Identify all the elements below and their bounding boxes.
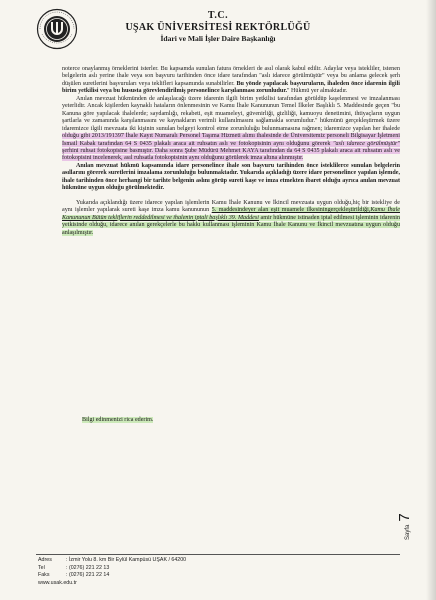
footer-divider — [36, 554, 400, 555]
highlight-pink: olduğu gibi 2013/191397 İhale Kayıt Numaralı Personel Taşıma Hizmeti alımı ihalesinde de Üniversitemiz personeli Bilgisayar İşletmeni İsmail Kabak tarafından 64 S 0435 plakalı araca ait ruhsatın aslı ve fotokopisinin aynı olduğunu görerek "aslı idarece görülmüştür" şerhini ruhsat fotokopisine basmıştır. Daha sonra Şube Müdürü Mehmet KAYA tarafından da 64 S 0435 plakalı araca ait ruhsatın aslı ve fotokopisini incelenerek, asıl ruhsatla fotokopisinin aynı olduğunu görülerek imza altına alınmıştır. — [62, 133, 400, 162]
highlight-green: 5. maddesindeyer alan eşit muamele ilkesiningerçekleştirildiği,Kamu İhale Kanununun Bütün tekliflerin reddedilmesi ve ihalenin iptali başlıklı 39. Maddesi amir hükmüne istinaden iptal edilmesi işleminin idarenin yetkisinde olduğu, idarece anılan gerekçelerle bu hakkı kullanması işleminin Kamu İhale Kanunu ve İkincil mevzuatına uygun olduğu anlaşılmıştır. — [62, 207, 400, 236]
department-heading: İdari ve Mali İşler Daire Başkanlığı — [160, 34, 276, 43]
fax-value: : (0276) 221 22 14 — [66, 572, 110, 579]
letterhead — [0, 10, 436, 44]
tel-value: : (0276) 221 22 13 — [66, 564, 110, 571]
page-number: Sayfa7 — [396, 513, 413, 540]
scan-edge-shadow — [426, 0, 436, 600]
paragraph-1: noterce onaylanmış örneklerini isterler. Bu kapsamda sunulan fatura örnekleri de asıl olarak kabul edilir. Adaylar veya istekliler, istenen belgelerin aslı yerine ihale veya son başvuru tarihinden önce idare tarafından "aslı idarece görülmüştür" veya bu anlama gelecek şerh düşülen suretlerini başvuruları veya teklifleri kapsamında sunabilirler. Bu yönde yapılacak başvuruların, ihaleden önce idarenin ilgili birim yetkilisi veya bu hususta görevlendirilmiş personelince karşılanması zorunludur." Hükmü yer almaktadır. — [62, 66, 400, 95]
university-heading: UŞAK ÜNİVERSİTESİ REKTÖRLÜĞÜ — [125, 22, 311, 33]
paragraph-2: Anılan mevzuat hükmünden de anlaşılacağı üzere idarenin ilgili birim yetkilisi tarafından görüldüp kaşelenmesi ve imzalanması yeterlidir. Ancak kişilerden kaynaklı hataların önlenmesinin ve Kamu İhale Kanununun Temel İlkeler Başlıklı 5. Maddesinde geçen "bu Kanuna göre yapılacak ihalelerde; saydamlığı, rekabeti, eşit muameleyi, güvenirliği, gizliliği, kamuoyu denetimini, ihtiyaçların uygun şartlarla ve zamanında karşılanmasını ve kaynakların verimli kullanılmasını sağlamakla sorumludur." hükmünü gerçekleştirmek üzere idaremizce ilgili mevzuata iki kişinin sunulan belgeyi kontrol etme zorunluluğu bulunmamasına rağmen; idaremizce yapılan her ihalede olduğu gibi 2013/191397 İhale Kayıt Numaralı Personel Taşıma Hizmeti alımı ihalesinde de Üniversitemiz personeli Bilgisayar İşletmeni İsmail Kabak tarafından 64 S 0435 plakalı araca ait ruhsatın aslı ve fotokopisinin aynı olduğunu görerek "aslı idarece görülmüştür" şerhini ruhsat fotokopisine basmıştır. Daha sonra Şube Müdürü Mehmet KAYA tarafından da 64 S 0435 plakalı araca ait ruhsatın aslı ve fotokopisini incelenerek, asıl ruhsatla fotokopisinin aynı olduğunu görülerek imza altına alınmıştır. — [62, 95, 400, 162]
country-heading: T.C. — [207, 10, 229, 21]
letter-body — [62, 66, 400, 237]
footer: Adres : İzmir Yolu 8. km Bir Eylül Kampüsü UŞAK / 64200 Tel : (0276) 221 22 13 Faks : (0276) 221 22 14 www.usak.edu.tr — [38, 557, 187, 586]
website[interactable]: www.usak.edu.tr — [38, 579, 77, 586]
closing-line: Bilgi edinmenizi rica ederim. — [82, 417, 154, 423]
address-value: : İzmir Yolu 8. km Bir Eylül Kampüsü UŞAK / 64200 — [66, 557, 187, 563]
paragraph-4: Yukarıda açıklandığı üzere idarece yapılan işlemlerin Kamu İhale Kanunu ve İkincil mevzuata uygun olduğu,hiç bir istekliye de aynı işlemler yapılarak sureti kaşe imza kamu kanununun 5. maddesindeyer alan eşit muamele ilkesiningerçekleştirildiği,Kamu İhale Kanununun Bütün tekliflerin reddedilmesi ve ihalenin iptali başlıklı 39. Maddesi amir hükmüne istinaden iptal edilmesi işleminin idarenin yetkisinde olduğu, idarece anılan gerekçelerle bu hakkı kullanması işleminin Kamu İhale Kanunu ve İkincil mevzuatına uygun olduğu anlaşılmıştır. — [62, 199, 400, 236]
paragraph-3: Anılan mevzuat hükmü kapsamında idare personelince ihale son başvuru tarihinden önce isteklilerce sunulan belgelerin asıllarını görerek suretlerini imzalama zorunluluğu bulunmaktadır. Yukarıda açıkladığı üzere idare personelince yapılan işlemde, ihale tarihinden önce herhangi bir tarihte belgenin aslını görüp sureti kaşe ve imza etmekten ibaret olduğu ayrıca anılan mevzuat hükmüne uygun olduğu görülmektedir. — [62, 162, 400, 192]
